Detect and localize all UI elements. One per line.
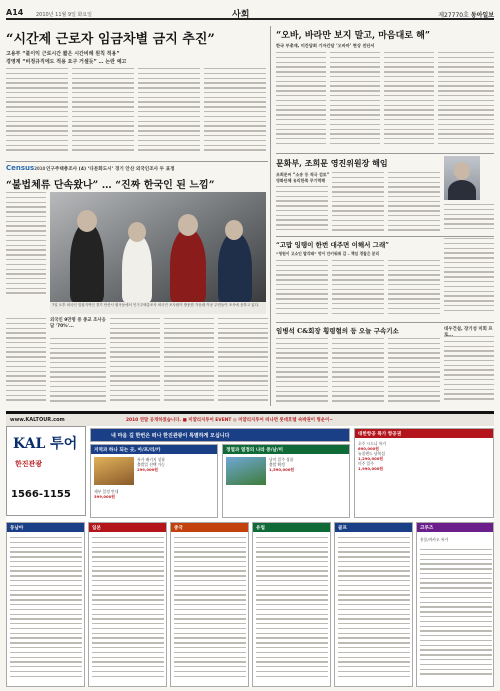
kal-phone: 1566-1155	[11, 489, 71, 500]
census-body-col-1	[6, 192, 46, 300]
right-headline: “오바, 바라만 보지 말고, 마음대로 해”	[276, 31, 431, 41]
ad-latin-america[interactable]: 정열과 열정의 나라 중/남/미 남미 일주 상품 출발 확정 1,590,000원	[222, 444, 350, 518]
newspaper-page	[6, 6, 494, 686]
ad-url[interactable]: www.KALTOUR.com	[10, 417, 65, 423]
right-body-col-1	[276, 52, 326, 150]
interview-body-col-2	[332, 172, 384, 232]
ad-top-bar	[6, 414, 494, 426]
rule-h-4	[276, 322, 494, 323]
interview-kicker: 조희문씨 “소송 등 적극 검토”	[276, 172, 330, 177]
ad-col-golf[interactable]: 골프	[334, 522, 413, 687]
census-side-head: 외국인 9만명 중 종교 조사응답 '70%'...	[50, 318, 106, 329]
right-body-col-2	[330, 52, 380, 150]
rule-h-1	[276, 153, 494, 154]
bottom-body-col-2	[332, 338, 384, 406]
main-headline: “시간제 근로자 임금차별 금지 추진”	[6, 32, 215, 47]
census-body-col-6	[218, 318, 268, 406]
transport-body-col-3	[388, 260, 440, 318]
bottom-body-col-1	[276, 338, 328, 406]
travel-advertisement[interactable]	[6, 411, 494, 686]
ad-col-japan[interactable]: 일본	[88, 522, 167, 687]
ad-banner-mid: 내 마음 길 한번은 떠나 한진관광이 특별하게 모십니다	[90, 428, 350, 442]
kal-logo: KAL 투어	[13, 436, 78, 452]
right-bottom-body	[444, 336, 494, 406]
right-bottom-headline: 대우건설, 장기성 미회 프	[444, 327, 493, 332]
rule-h-2	[6, 161, 268, 162]
census-body-col-2	[6, 318, 46, 406]
page-header	[6, 6, 494, 20]
transport-kicker: “청원이 고소인 발각돼” 멍이 안키워줘 갑 – 책임 경찰은 분리	[276, 251, 380, 256]
portrait-photo	[444, 156, 480, 200]
census-photo	[50, 192, 266, 302]
section-title: 사회	[232, 10, 250, 20]
interview-body-col-4	[444, 204, 494, 234]
census-banner: 인구주택총조사 (4) ‘다문화도시’ 경기 안산 외국인조사 두 표정	[46, 167, 175, 172]
ad-category-row	[6, 522, 494, 689]
interview-body-col-1	[276, 186, 328, 232]
paper-name: 제27770호 동아일보	[438, 12, 494, 19]
main-body-col-4	[204, 68, 266, 156]
issue-date: 2010년 11월 9일 화요일	[36, 12, 93, 18]
census-photo-caption: 7일 오후 외국인 밀집지역인 경기 안산시 원곡동에서 인구주택총조사 외국인 조사원이 방문한 가운데 이곳 주민들이 조사에 응하고 있다.	[50, 302, 266, 314]
census-headline: “불법체류 단속왔나” … “진짜 한국인 된 느낌”	[6, 180, 215, 191]
ad-right-block[interactable]: 대한항공 특가 항공권 호주 시드니 특가 690,000원 뉴질랜드 남북섬 1,290,000원 미주 일주 1,990,000원	[354, 428, 494, 518]
interview-body-col-3	[388, 172, 440, 232]
column-divider	[270, 26, 271, 406]
main-kicker: 고용부 “불이익 근로시간 짧은 시간비례 원칙 적용”	[6, 51, 120, 57]
main-kicker-2: 경영계 “비정규직에도 적용 요구 거셀듯” … 논란 예고	[6, 59, 127, 65]
main-body-col-1	[6, 68, 68, 156]
main-body-col-3	[138, 68, 200, 156]
bottom-headline: 임병석 C&회장 횡령혐의 등 오늘 구속기소	[276, 327, 399, 335]
ad-col-europe[interactable]: 유럽	[252, 522, 331, 687]
interview-kicker-2: 영화단체 유리한쪽 무기력해	[276, 178, 326, 183]
main-body-col-2	[72, 68, 134, 156]
census-body-col-3	[50, 338, 106, 406]
transport-body-col-2	[332, 260, 384, 318]
kal-sub-brand: 한진관광	[15, 460, 43, 468]
page-number: A14	[6, 8, 24, 17]
transport-body-col-1	[276, 260, 328, 318]
census-body-col-5	[164, 318, 214, 406]
ad-event-text: 2010 연말 공개하였습니다. ■ 미얄리지투어 EVENT ◎ 미얄리지투어 떠나면 롯데호텔 숙박권이 형운이~	[126, 418, 333, 423]
right-kicker: 한국 부총재, 미간담회 기자간담 ‘오바마’ 현상 진단서	[276, 43, 375, 48]
census-body-col-4	[110, 318, 160, 406]
ad-col-china[interactable]: 중국	[170, 522, 249, 687]
kal-brand-box	[6, 426, 86, 516]
census-logo: Census2010	[6, 164, 46, 172]
ad-africa[interactable]: 지역과 하나 되는 곳, 아/프/리/카 특가 패키지 상품 출발일 선택 가능 299,000원 세부 일정 안내 399,000원	[90, 444, 218, 518]
right-body-col-3	[384, 52, 434, 150]
ad-col-southeast-asia[interactable]: 동남아	[6, 522, 85, 687]
right-body-col-4	[438, 52, 494, 150]
ad-col-cruise[interactable]: 크루즈 홍콩/마카오 특가	[416, 522, 494, 687]
right-sidebar-col	[444, 238, 494, 318]
bottom-body-col-3	[388, 338, 440, 406]
interview-headline: 문화부, 조희문 영진위원장 해임	[276, 158, 388, 168]
transport-headline: “고맙 잉탱이 한번 대주면 이해서 그래”	[276, 241, 389, 249]
rule-h-3	[276, 236, 494, 237]
